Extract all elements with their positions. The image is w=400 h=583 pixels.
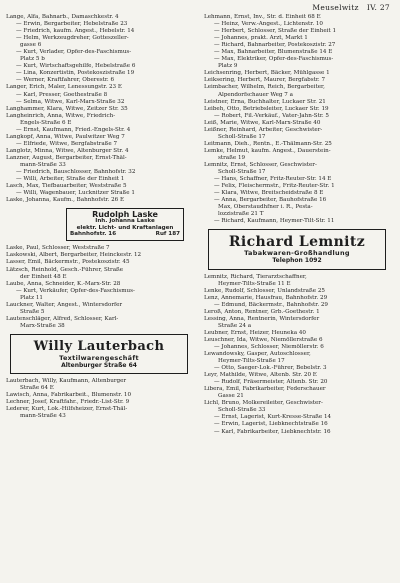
directory-entry: — Max, Elektriker, Opfer-des-Faschismus-: [214, 56, 334, 63]
directory-entry: — Herbert, Schlosser, Straße der Einheit 1: [214, 28, 337, 35]
directory-entry: Lange, Alfa, Bahnarb., Damaschkestr. 4: [6, 14, 119, 20]
directory-entry: Straße 64 E: [20, 385, 54, 392]
directory-entry: straße 19: [218, 154, 246, 161]
directory-entry: Platz 11: [20, 294, 43, 301]
directory-entry: — Selma, Witwe, Karl-Marx-Straße 32: [16, 98, 125, 105]
directory-entry: Leuschner, Ida, Witwe, Niemöllerstraße 6: [204, 336, 323, 343]
ad-lauterbach-trade: Textilwarengeschäft: [59, 353, 139, 362]
directory-entry: — Anna, Bergarbeiter, Bauhofstraße 16: [214, 197, 327, 204]
header-page-number: IV. 27: [366, 3, 390, 12]
directory-entry: — Klara, Witwe, Breitscheidstraße 8 E: [214, 190, 324, 197]
directory-entry: — Kurt, Verkäufer, Opfer-des-Faschismus-: [16, 287, 135, 294]
page-header: [312, 3, 390, 12]
directory-entry: Platz 5 b: [20, 56, 45, 63]
directory-entry: Leichsenring, Herbert, Bäcker, Mühlgasse 1: [204, 70, 330, 77]
directory-entry: — Lina, Konzertistin, Postekoszistraße 19: [16, 70, 135, 77]
ad-laske-owner: Inh. Johanna Laske: [95, 218, 155, 225]
directory-entry: Langer, Erich, Maler, Lenessungstr. 23 E: [6, 84, 122, 91]
directory-entry: Langkopf, Anna, Witwe, Paulwitzer Weg 7: [6, 133, 125, 140]
directory-entry: — Karl, Fabrikarbeiter, Liebknechtstr. 16: [214, 428, 331, 435]
directory-entry: Lenke, Rudolf, Schlosser, Unlandstraße 25: [204, 287, 325, 294]
directory-entry: Laske, Johanna, Kaufm., Bahnhofstr. 26 E: [6, 197, 125, 204]
directory-entry: — Richard, Kaufmann, Heymer-Tilt-Str. 11: [214, 218, 335, 225]
ad-laske-phone: Ruf 187: [155, 231, 180, 238]
ad-lauterbach: [10, 334, 188, 374]
directory-entry: Platz 9: [218, 63, 238, 70]
directory-entry: Leißner, Reinhard, Arbeiter, Geschwister-: [204, 126, 323, 133]
right-entries-top: [204, 14, 396, 225]
directory-entry: gasse 6: [20, 42, 42, 49]
directory-entry: Max, Oberstaudhfner i. R., Pesta-: [218, 204, 313, 211]
directory-entry: — Erwin, Bergarbeiter, Hebelstraße 23: [16, 21, 128, 28]
directory-entry: Leibeh, Otto, Betriebsleiter, Luckaer Str. 19: [204, 105, 329, 112]
ad-lemnitz-phone: Telephon 1092: [272, 257, 322, 265]
directory-entry: Straße 24 a: [218, 322, 252, 329]
directory-entry: — Felix, Fleischermstr., Fritz-Reuter-Str. 1: [214, 183, 335, 190]
directory-entry: mann-Straße 33: [20, 161, 66, 168]
directory-entry: Lanzner, August, Bergarbeiter, Ernst-Thäl-: [6, 154, 127, 161]
directory-entry: mann-Straße 43: [20, 413, 66, 420]
directory-entry: — Erwin, Lagerist, Liebknechtstraße 16: [214, 421, 328, 428]
left-entries-top: [6, 14, 196, 204]
directory-entry: — Johannes, prakt. Arzt, Markt 1: [214, 35, 308, 42]
directory-entry: — Edmund, Bäckermstr., Bahnhofstr. 29: [214, 301, 328, 308]
directory-entry: — Friedrich, Bauschlosser, Bahnhofstr. 32: [16, 169, 136, 176]
directory-entry: Lauterbach, Willy, Kaufmann, Altenburger: [6, 378, 127, 385]
directory-entry: Heymer-Tilts-Straße 17: [218, 358, 285, 365]
directory-entry: — Elfriede, Witwe, Bergfabstraße 7: [16, 140, 118, 147]
directory-entry: Lasser, Emil, Bäckermstr., Postekoszistr. 45: [6, 259, 130, 266]
directory-entry: — Willi, Arbeiter, Straße der Einheit 1: [16, 176, 125, 183]
directory-entry: Lessing, Anna, Rentnerin, Wintersdorfer: [204, 315, 320, 322]
directory-entry: Laskowski, Albert, Bergarbeiter, Heinckestr. 12: [6, 252, 142, 259]
ad-lemnitz-name: Richard Lemnitz: [228, 234, 366, 251]
directory-entry: — Heinz, Verw.-Angest., Lichtenstr. 10: [214, 21, 323, 28]
directory-entry: Leyr, Mathilde, Witwe, Altenb. Str. 20 E: [204, 372, 317, 379]
directory-entry: Leiksering, Herbert, Maurer, Bergfabstr. 7: [204, 77, 326, 84]
directory-entry: Lederer, Kurt, Lok.-Hilfsheizer, Ernst-Thäl-: [6, 406, 128, 413]
directory-entry: Leubner, Ernst, Heizer, Heuneka 40: [204, 329, 306, 336]
directory-entry: Langheinrich, Anna, Witwe, Friedrich-: [6, 112, 116, 119]
directory-entry: lozzistraße 21 T: [218, 211, 264, 218]
directory-entry: — Helm, Werkzeugdreher, Gotteszeller-: [16, 35, 129, 42]
directory-entry: Lenz, Annemarie, Hausfrau, Bahnhofstr. 29: [204, 294, 328, 301]
ad-laske: [66, 208, 184, 241]
left-entries-middle: [6, 245, 196, 330]
directory-entry: Gasse 21: [218, 393, 244, 400]
ad-lauterbach-name: Willy Lauterbach: [33, 338, 165, 354]
directory-entry: — Ernst, Kaufmann, Fried.-Engels-Str. 4: [16, 126, 131, 133]
directory-entry: — Max, Bahnarbeiter, Blumenstraße 14 E: [214, 49, 333, 56]
directory-entry: Scholl-Straße 17: [218, 169, 266, 176]
directory-entry: Alpendorfschauer Weg 7 a: [218, 91, 293, 98]
directory-entry: — Hans, Schaffner, Fritz-Reuter-Str. 14 E: [214, 176, 332, 183]
directory-entry: Langlotz, Minna, Witwe, Altenburger Str. 4: [6, 147, 129, 154]
directory-entry: Lawisch, Anna, Fabrikarbeit., Blumenstr. 10: [6, 392, 132, 399]
directory-entry: — Kurt, Verlader, Opfer-des-Faschismus-: [16, 49, 132, 56]
directory-entry: Lemke, Helmut, kaufm. Angest., Dauerstein-: [204, 147, 331, 154]
directory-entry: — Kurt, Wirtschaftsgehilfe, Hebelstraße 6: [16, 63, 136, 70]
directory-entry: — Friedrich, kaufm. Angest., Hebelstr. 14: [16, 28, 135, 35]
directory-entry: Lewandowsky, Gasper, Autoschlosser,: [204, 351, 311, 358]
directory-entry: Straße 5: [20, 308, 45, 315]
ad-laske-name: Rudolph Laske: [92, 210, 158, 220]
ad-laske-contact: [70, 231, 180, 238]
directory-entry: Scholl-Straße 17: [218, 133, 266, 140]
directory-entry: Lemnitz, Richard, Tierarztschaffner,: [204, 273, 307, 280]
ad-lauterbach-address: Altenburger Straße 64: [61, 361, 137, 369]
directory-entry: Langhammer, Klara, Witwe, Zeitzer Str. 35: [6, 105, 128, 112]
directory-entry: Libera, Emil, Fabrikarbeiter, Federschauer: [204, 386, 326, 393]
directory-entry: Leiß, Marie, Witwe, Karl-Marx-Straße 40: [204, 119, 321, 126]
directory-entry: Leitmann, Dieh., Rentn., E.-Thälmann-Str. 25: [204, 140, 332, 147]
directory-entry: Marx-Straße 38: [20, 322, 65, 329]
directory-entry: Lechner, Josef, Kraftfahr., Friedr.-List-Str. 9: [6, 399, 130, 406]
directory-entry: Lautenschläger, Alfred, Schlosser, Karl-: [6, 315, 119, 322]
directory-entry: — Otto, Saeger-Lok.-Führer, Bebelstr. 3: [214, 365, 327, 372]
directory-entry: — Robert, Fil.-Verkäuf., Vater-Jahn-Str. 5: [214, 112, 329, 119]
directory-entry: Laube, Anna, Schneider, K.-Marx-Str. 28: [6, 280, 121, 287]
directory-entry: Leroß, Anton, Rentner, Grb.-Goethestr. 1: [204, 308, 320, 315]
directory-entry: Lasch, Max, Tiefbauarbeiter, Weststraße 5: [6, 183, 127, 190]
directory-entry: — Richard, Bahnarbeiter, Postekoszistr. 27: [214, 42, 336, 49]
ad-lemnitz: [208, 229, 386, 269]
directory-entry: Scholl-Straße 33: [218, 407, 266, 414]
ad-laske-address: Bahnhofstr. 16: [70, 231, 117, 238]
right-column: [204, 14, 396, 436]
directory-entry: Lemnitz, Ernst, Schlosser, Geschwister-: [204, 161, 317, 168]
directory-entry: — Johannes, Schlosser, Niemöllerstr. 6: [214, 343, 324, 350]
directory-entry: Engels-Straße 6 E: [20, 119, 72, 126]
left-entries-bottom: [6, 378, 196, 420]
directory-entry: Leistner, Erna, Buchhalter, Luckaer Str. 21: [204, 98, 326, 105]
header-city: Meuselwitz: [312, 3, 359, 12]
right-entries-bottom: [204, 274, 396, 436]
directory-entry: — Rudolf, Fräsermeister, Altenb. Str. 20: [214, 379, 328, 386]
left-column: [6, 14, 196, 420]
directory-entry: — Karl, Presser, Goethestraße 8: [16, 91, 108, 98]
directory-entry: Lichl, Bruno, Molkereileiter, Geschwister-: [204, 400, 323, 407]
directory-entry: Lauckner, Walter, Angest., Wintersdorfer: [6, 301, 123, 308]
directory-entry: — Ernst, Lagerist, Kurt-Kresse-Straße 14: [214, 414, 332, 421]
directory-entry: — Werner, Kraftfahrer, Oberestr. 6: [16, 77, 115, 84]
directory-entry: Lätzsch, Reinhold, Gesch.-Führer, Straße: [6, 266, 124, 273]
directory-entry: Lehmann, Ernst, Inv., Str. d. Einheit 68 E: [204, 14, 321, 20]
directory-entry: Laske, Paul, Schlosser, Weststraße 7: [6, 245, 110, 252]
ad-lemnitz-trade: Tabakwaren-Großhandlung: [244, 249, 350, 258]
directory-entry: — Willi, Wagenbauer, Lucknitzer Straße 1: [16, 190, 135, 197]
directory-entry: Heymer-Tilts-Straße 11 E: [218, 280, 291, 287]
ad-laske-trade: elektr. Licht- und Kraftanlagen: [76, 224, 174, 231]
directory-entry: der Einheit 48 E: [20, 273, 67, 280]
directory-entry: Leimbacher, Wilhelm, Reich, Bergarbeiter,: [204, 84, 325, 91]
